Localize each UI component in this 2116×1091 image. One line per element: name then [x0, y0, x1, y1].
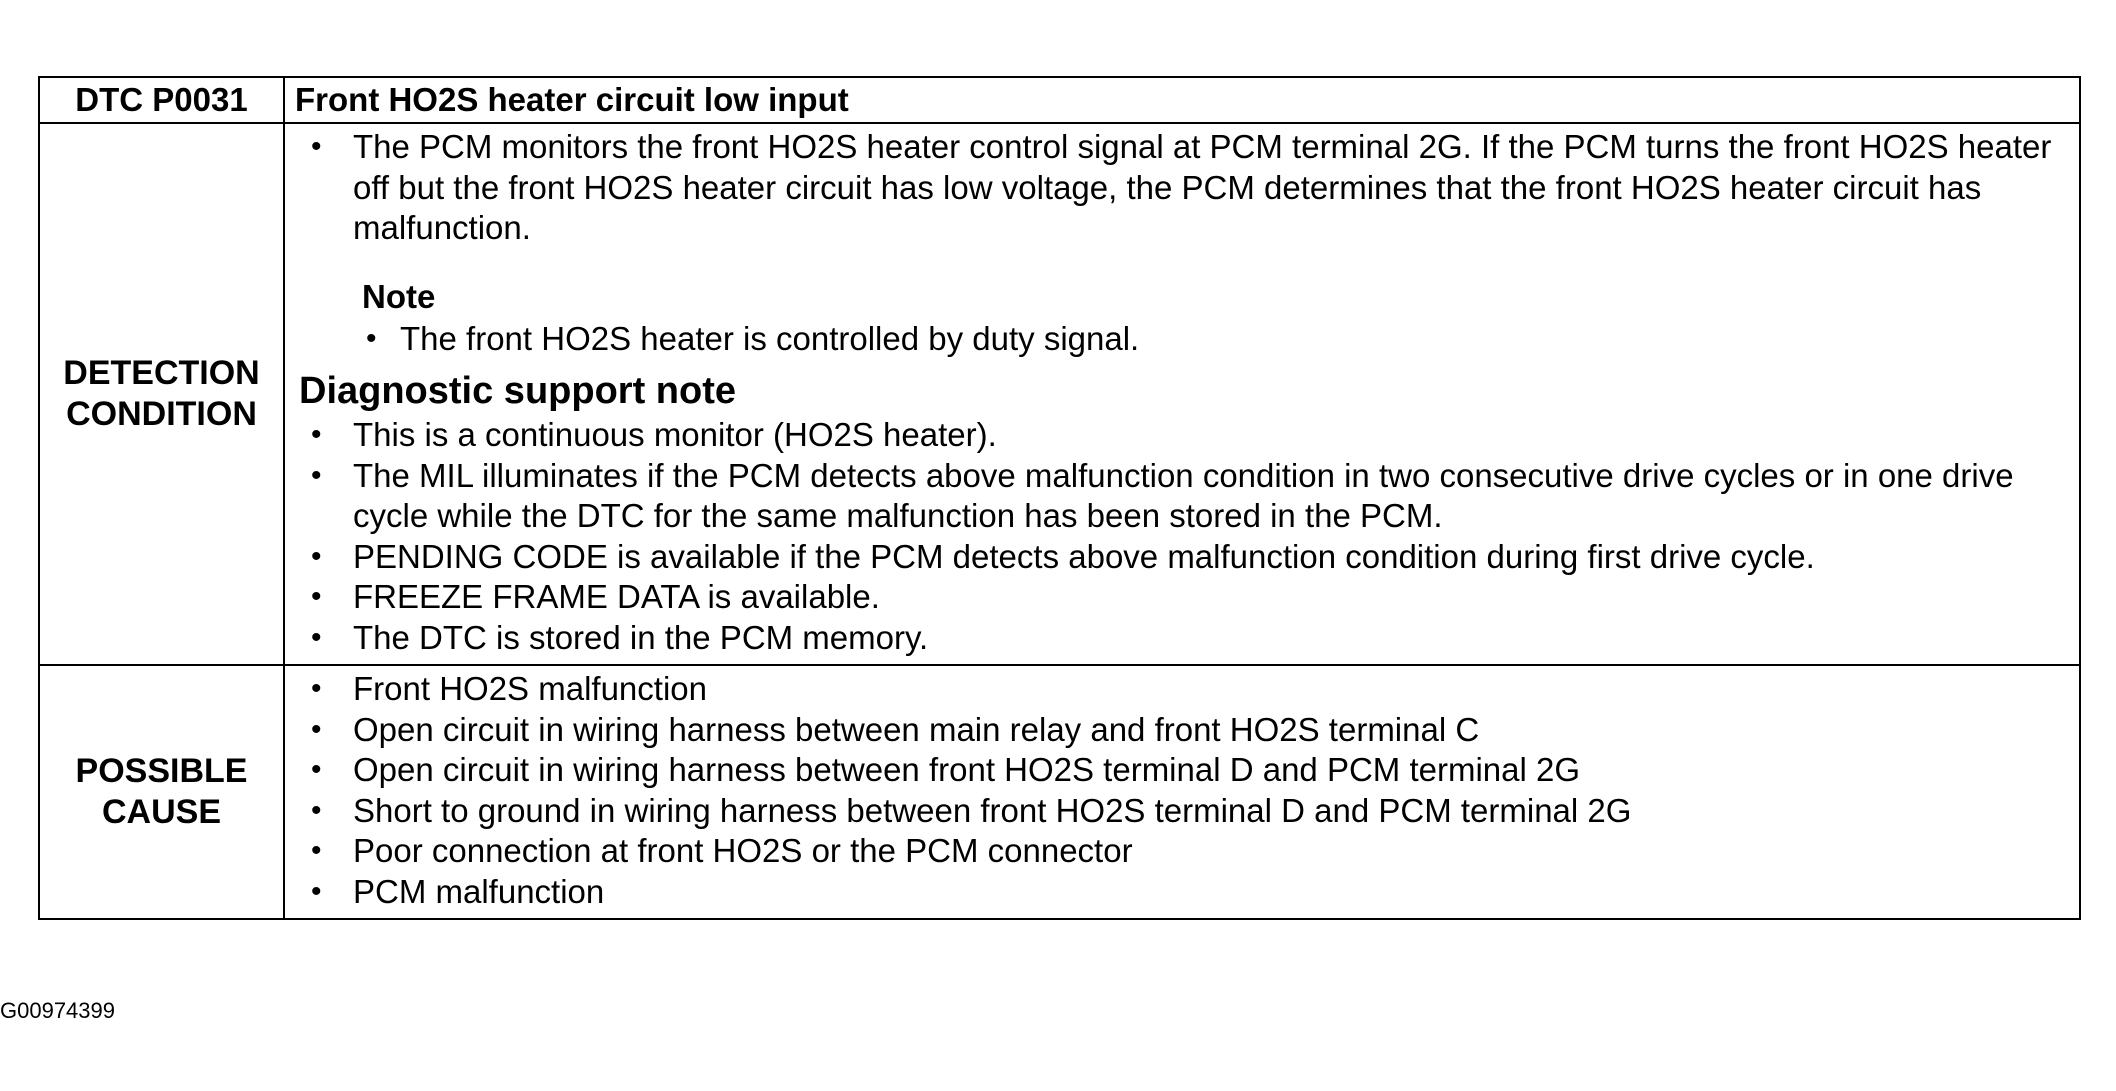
- cause-bullet: • Open circuit in wiring harness between main relay and front HO2S terminal C: [307, 710, 2065, 751]
- detection-condition-content: [284, 123, 2080, 665]
- support-bullets: [307, 415, 2065, 658]
- note-title: Note: [362, 277, 436, 315]
- figure-id: G00974399: [0, 998, 115, 1023]
- header-row: [39, 77, 2080, 123]
- possible-cause-content: [284, 665, 2080, 919]
- detection-label-line2: CONDITION: [66, 395, 257, 433]
- cause-bullet: • Short to ground in wiring harness between front HO2S terminal D and PCM terminal 2G: [307, 791, 2065, 832]
- dtc-title: Front HO2S heater circuit low input: [284, 77, 2080, 123]
- detection-condition-row: [39, 123, 2080, 665]
- cause-label-line1: POSSIBLE: [75, 752, 248, 790]
- cause-bullet: • PCM malfunction: [307, 872, 2065, 913]
- cause-bullet: • Poor connection at front HO2S or the PCM connector: [307, 831, 2065, 872]
- cause-bullet: • Open circuit in wiring harness between front HO2S terminal D and PCM terminal 2G: [307, 750, 2065, 791]
- support-bullet: • The MIL illuminates if the PCM detects above malfunction condition in two consecutive drive cycles or in one drive cycle while the DTC for the same malfunction has been stored in the PCM.: [307, 456, 2065, 537]
- note-block: [362, 275, 2065, 360]
- support-bullet: • This is a continuous monitor (HO2S heater).: [307, 415, 2065, 456]
- detection-bullets: [307, 127, 2065, 249]
- support-bullet: • The DTC is stored in the PCM memory.: [307, 618, 2065, 659]
- cause-bullet: • Front HO2S malfunction: [307, 669, 2065, 710]
- cause-bullets: [307, 669, 2065, 912]
- detection-label-line1: DETECTION: [63, 354, 260, 392]
- support-bullet: • PENDING CODE is available if the PCM detects above malfunction condition during first drive cycle.: [307, 537, 2065, 578]
- note-bullets: [362, 319, 2065, 360]
- cause-label-line2: CAUSE: [101, 793, 222, 831]
- possible-cause-label: [39, 665, 284, 919]
- note-bullet: • The front HO2S heater is controlled by duty signal.: [362, 319, 2065, 360]
- dtc-code-label: DTC P0031: [39, 77, 284, 123]
- possible-cause-row: [39, 665, 2080, 919]
- detection-bullet: • The PCM monitors the front HO2S heater control signal at PCM terminal 2G. If the PCM turns the front HO2S heater off but the front HO2S heater circuit has low voltage, the PCM determines that the front HO2S heater circuit has malfunction.: [307, 127, 2065, 249]
- diagnostic-support-title: Diagnostic support note: [299, 370, 736, 412]
- detection-condition-label: [39, 123, 284, 665]
- dtc-table: [38, 76, 2081, 920]
- support-bullet: • FREEZE FRAME DATA is available.: [307, 577, 2065, 618]
